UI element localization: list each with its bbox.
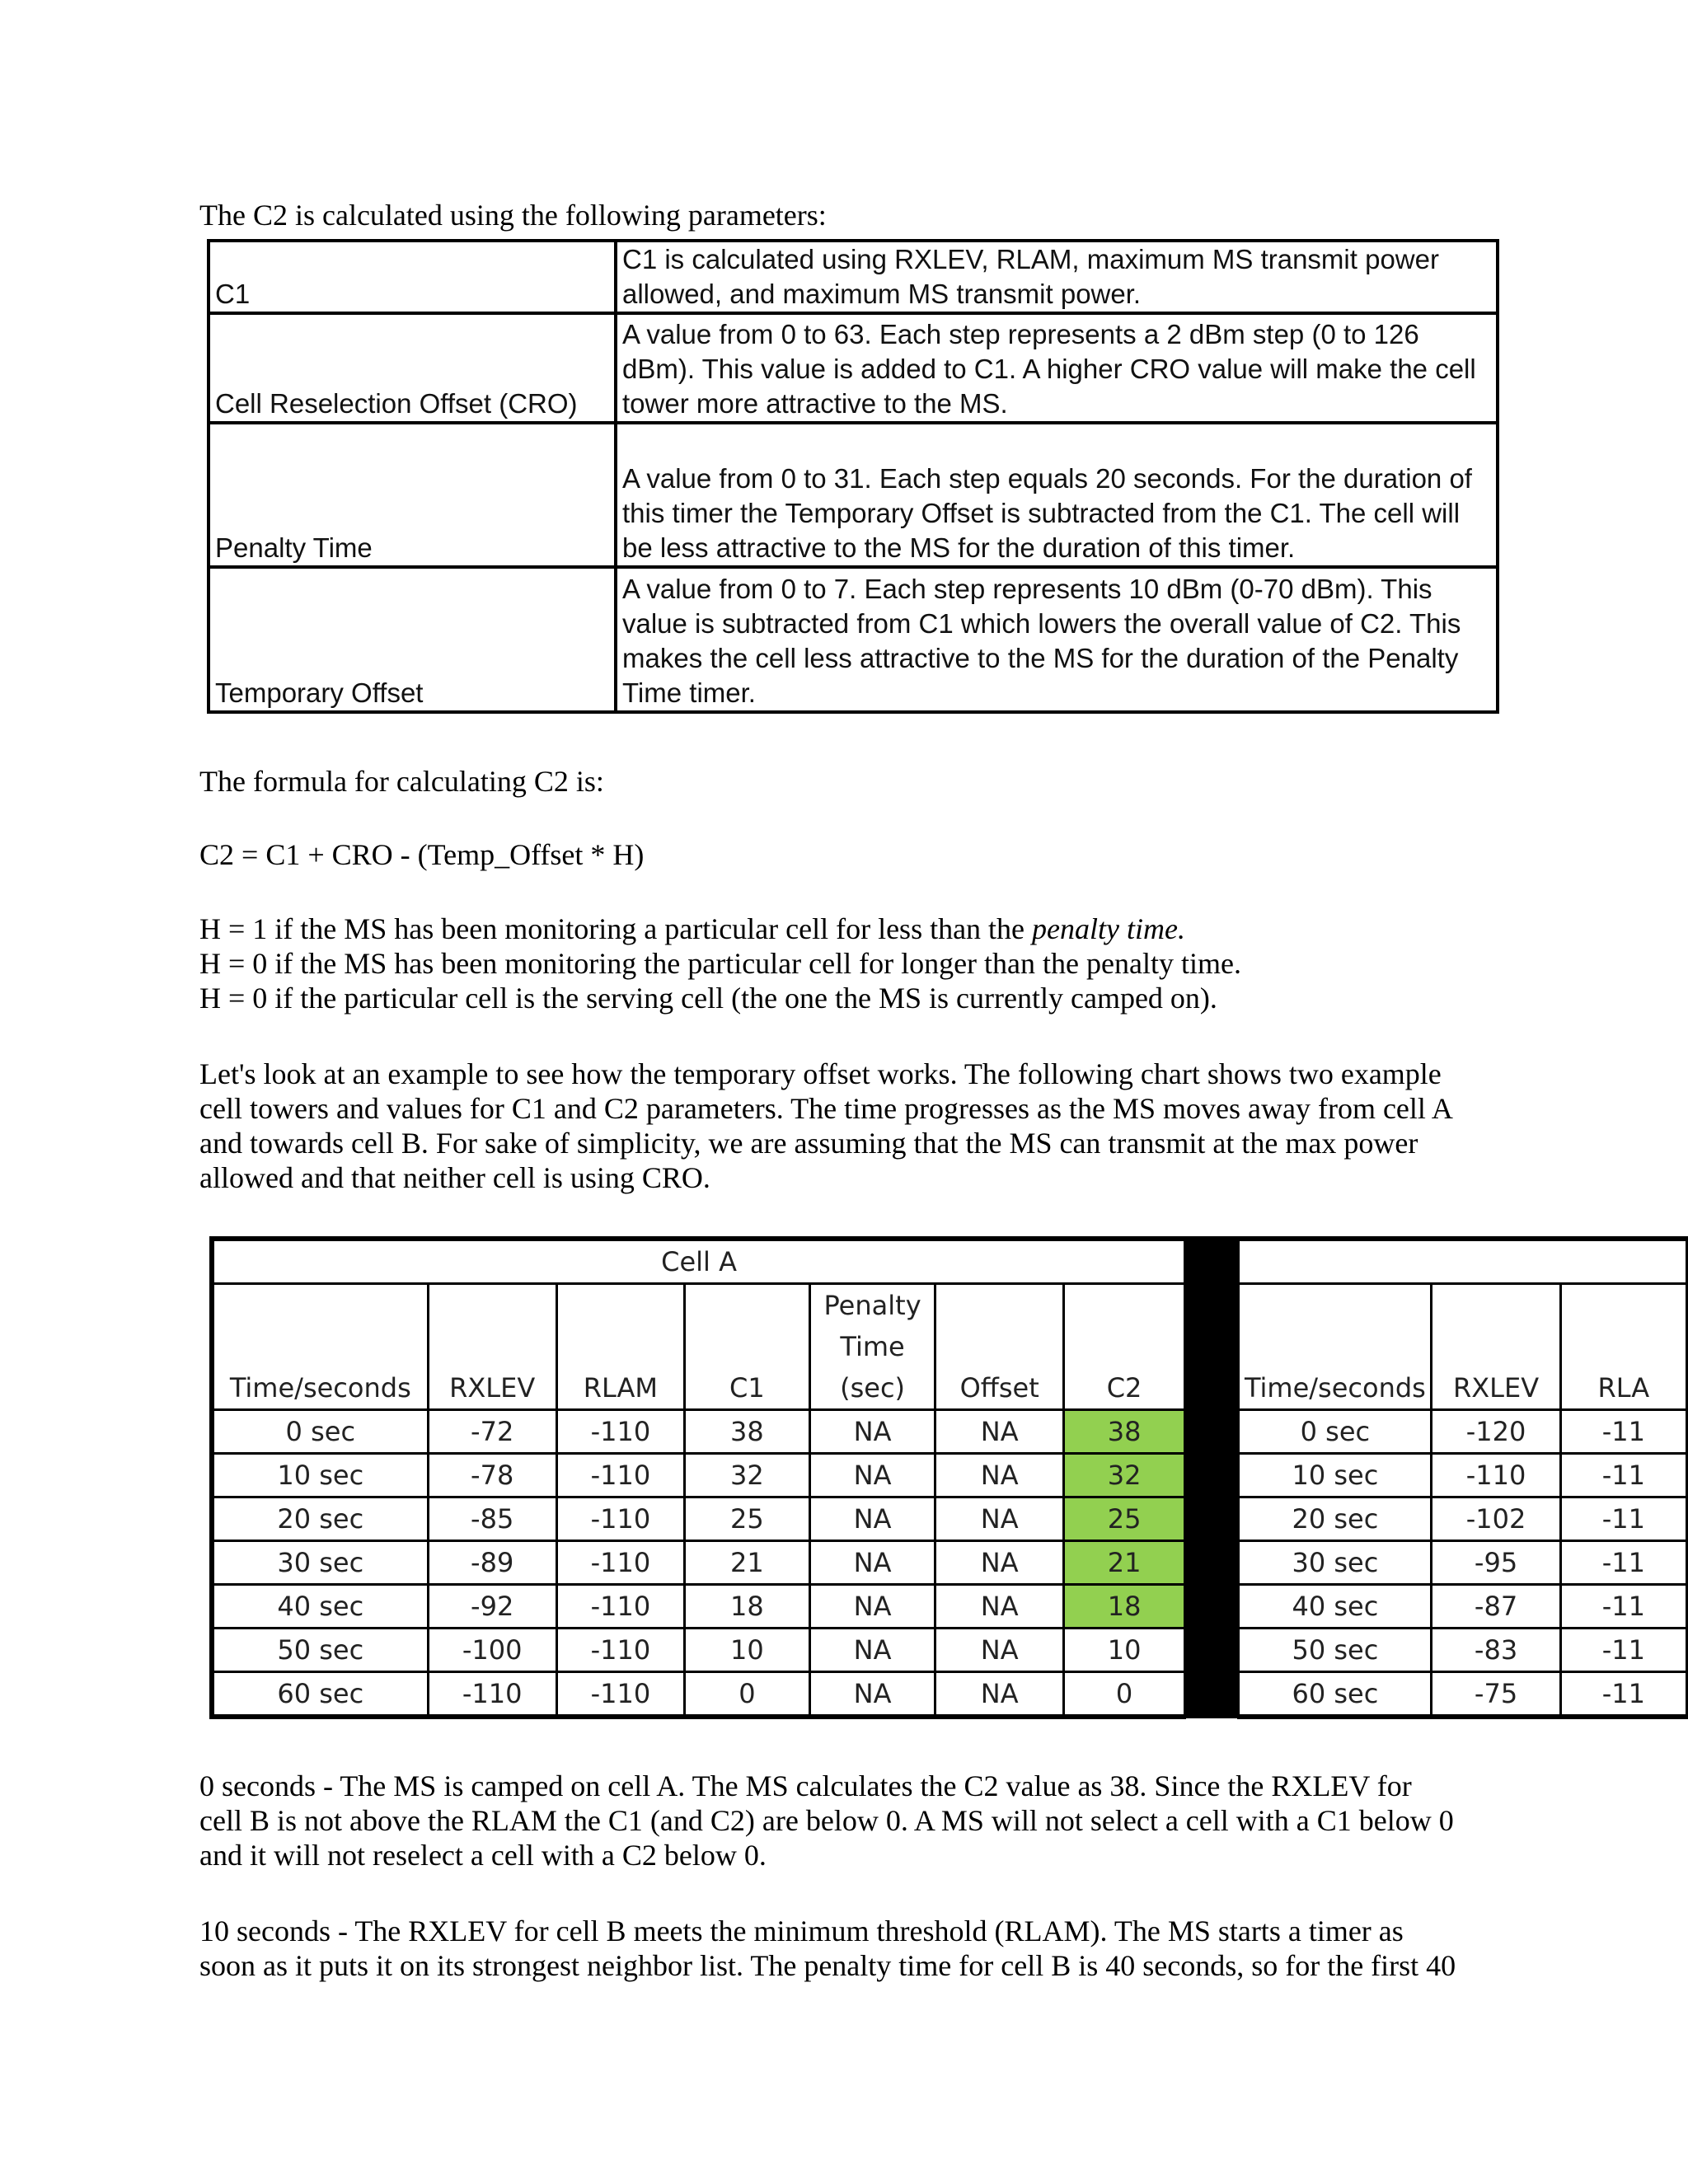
table-cell: NA bbox=[809, 1629, 935, 1672]
param-description: C1 is calculated using RXLEV, RLAM, maximum MS transmit power allowed, and maximum MS transmit power. bbox=[616, 241, 1498, 313]
column-header: Time/seconds bbox=[1239, 1284, 1432, 1410]
table-cell: 32 bbox=[1063, 1454, 1184, 1497]
table-cell: 38 bbox=[1063, 1410, 1184, 1454]
table-cell: NA bbox=[935, 1541, 1064, 1585]
h-rule-1-emphasis: penalty time. bbox=[1032, 912, 1185, 945]
table-cell: -11 bbox=[1560, 1629, 1686, 1672]
para-0s-line: cell B is not above the RLAM the C1 (and C2) are below 0. A MS will not select a cell with a C1 below 0 bbox=[199, 1804, 1454, 1837]
table-cell: -95 bbox=[1432, 1541, 1560, 1585]
column-header: C2 bbox=[1063, 1284, 1184, 1410]
table-cell: NA bbox=[809, 1497, 935, 1541]
table-cell: -110 bbox=[428, 1672, 556, 1718]
example-line: allowed and that neither cell is using CRO. bbox=[199, 1161, 710, 1194]
table-cell: -11 bbox=[1560, 1585, 1686, 1629]
param-row bbox=[209, 567, 1498, 712]
h-rule-2: H = 0 if the MS has been monitoring the particular cell for longer than the penalty time. bbox=[199, 947, 1241, 980]
table-cell: -75 bbox=[1432, 1672, 1560, 1718]
param-row bbox=[209, 423, 1498, 567]
table-cell: -110 bbox=[556, 1454, 684, 1497]
table-row bbox=[212, 1497, 1687, 1541]
para-10s-line: 10 seconds - The RXLEV for cell B meets the minimum threshold (RLAM). The MS starts a timer as bbox=[199, 1915, 1404, 1947]
column-header-line: Penalty bbox=[823, 1290, 921, 1321]
table-cell: 30 sec bbox=[1239, 1541, 1432, 1585]
table-cell: NA bbox=[809, 1454, 935, 1497]
table-cell: 0 bbox=[685, 1672, 810, 1718]
table-cell: NA bbox=[935, 1585, 1064, 1629]
column-header: C1 bbox=[685, 1284, 810, 1410]
table-cell: 20 sec bbox=[1239, 1497, 1432, 1541]
table-cell: 10 bbox=[1063, 1629, 1184, 1672]
table-cell: 0 bbox=[1063, 1672, 1184, 1718]
table-cell: -110 bbox=[556, 1541, 684, 1585]
table-cell: -110 bbox=[556, 1629, 684, 1672]
table-row bbox=[212, 1454, 1687, 1497]
table-cell: NA bbox=[935, 1454, 1064, 1497]
table-cell: -83 bbox=[1432, 1629, 1560, 1672]
table-cell: -89 bbox=[428, 1541, 556, 1585]
table-cell: NA bbox=[935, 1497, 1064, 1541]
param-row bbox=[209, 313, 1498, 423]
table-cell: -87 bbox=[1432, 1585, 1560, 1629]
column-header: RXLEV bbox=[428, 1284, 556, 1410]
intro-text: The C2 is calculated using the following parameters: bbox=[199, 199, 827, 232]
table-cell: 21 bbox=[1063, 1541, 1184, 1585]
table-cell: 40 sec bbox=[212, 1585, 428, 1629]
table-cell: -110 bbox=[1432, 1454, 1560, 1497]
column-header: Time/seconds bbox=[212, 1284, 428, 1410]
table-cell: 40 sec bbox=[1239, 1585, 1432, 1629]
param-description: A value from 0 to 31. Each step equals 20 seconds. For the duration of this timer the Temporary Offset is subtracted from the C1. The cell will be less attractive to the MS for the duration of this timer. bbox=[616, 423, 1498, 567]
param-row bbox=[209, 241, 1498, 313]
param-name: C1 bbox=[209, 241, 616, 313]
param-description: A value from 0 to 7. Each step represents 10 dBm (0-70 dBm). This value is subtracted from C1 which lowers the overall value of C2. This makes the cell less attractive to the MS for the duration of the Penalty Time timer. bbox=[616, 567, 1498, 712]
column-header: Offset bbox=[935, 1284, 1064, 1410]
param-description: A value from 0 to 63. Each step represents a 2 dBm step (0 to 126 dBm). This value is added to C1. A higher CRO value will make the cell tower more attractive to the MS. bbox=[616, 313, 1498, 423]
table-cell: 20 sec bbox=[212, 1497, 428, 1541]
table-cell: 50 sec bbox=[212, 1629, 428, 1672]
param-name: Temporary Offset bbox=[209, 567, 616, 712]
parameters-table bbox=[207, 239, 1499, 714]
table-cell: -72 bbox=[428, 1410, 556, 1454]
table-cell: NA bbox=[809, 1410, 935, 1454]
table-cell: -110 bbox=[556, 1585, 684, 1629]
example-line: Let's look at an example to see how the temporary offset works. The following chart shows two example bbox=[199, 1057, 1442, 1090]
table-cell: NA bbox=[935, 1410, 1064, 1454]
h-rule-1-text: H = 1 if the MS has been monitoring a particular cell for less than the bbox=[199, 912, 1033, 945]
table-cell: 25 bbox=[1063, 1497, 1184, 1541]
table-cell: 0 sec bbox=[212, 1410, 428, 1454]
table-cell: -85 bbox=[428, 1497, 556, 1541]
example-line: cell towers and values for C1 and C2 parameters. The time progresses as the MS moves away from cell A bbox=[199, 1092, 1453, 1125]
table-cell: -110 bbox=[556, 1672, 684, 1718]
cell-a-caption: Cell A bbox=[212, 1239, 1185, 1284]
column-header-line: Time bbox=[840, 1331, 905, 1362]
para-0s-line: 0 seconds - The MS is camped on cell A. The MS calculates the C2 value as 38. Since the RXLEV for bbox=[199, 1769, 1412, 1802]
h-rule-3: H = 0 if the particular cell is the serving cell (the one the MS is currently camped on). bbox=[199, 982, 1217, 1015]
header-row bbox=[212, 1284, 1687, 1410]
example-line: and towards cell B. For sake of simplicity, we are assuming that the MS can transmit at the max power bbox=[199, 1127, 1418, 1160]
column-header: RXLEV bbox=[1432, 1284, 1560, 1410]
table-cell: 18 bbox=[685, 1585, 810, 1629]
column-header: RLAM bbox=[556, 1284, 684, 1410]
table-separator bbox=[1185, 1239, 1239, 1717]
table-cell: -92 bbox=[428, 1585, 556, 1629]
table-cell: 10 sec bbox=[212, 1454, 428, 1497]
table-cell: NA bbox=[809, 1585, 935, 1629]
table-cell: 60 sec bbox=[212, 1672, 428, 1718]
cell-comparison-table-container bbox=[209, 1236, 1688, 1722]
table-cell: 32 bbox=[685, 1454, 810, 1497]
table-cell: 60 sec bbox=[1239, 1672, 1432, 1718]
table-cell: NA bbox=[809, 1672, 935, 1718]
table-cell: -110 bbox=[556, 1497, 684, 1541]
table-row bbox=[212, 1629, 1687, 1672]
table-cell: 10 bbox=[685, 1629, 810, 1672]
table-cell: NA bbox=[935, 1629, 1064, 1672]
table-row bbox=[212, 1410, 1687, 1454]
table-row bbox=[212, 1585, 1687, 1629]
column-header-line: (sec) bbox=[840, 1372, 906, 1404]
table-cell: 21 bbox=[685, 1541, 810, 1585]
para-10s-line: soon as it puts it on its strongest neighbor list. The penalty time for cell B is 40 seconds, so for the first 40 bbox=[199, 1949, 1456, 1982]
table-cell: -110 bbox=[556, 1410, 684, 1454]
table-cell: 38 bbox=[685, 1410, 810, 1454]
para-0s-line: and it will not reselect a cell with a C2 below 0. bbox=[199, 1839, 767, 1872]
table-cell: -102 bbox=[1432, 1497, 1560, 1541]
table-row bbox=[212, 1672, 1687, 1718]
table-cell: 18 bbox=[1063, 1585, 1184, 1629]
table-row bbox=[212, 1541, 1687, 1585]
table-cell: -11 bbox=[1560, 1541, 1686, 1585]
h-rule-1 bbox=[199, 912, 1185, 946]
param-name: Penalty Time bbox=[209, 423, 616, 567]
column-header: RLA bbox=[1560, 1284, 1686, 1410]
table-cell: -11 bbox=[1560, 1672, 1686, 1718]
column-header bbox=[809, 1284, 935, 1410]
table-cell: -11 bbox=[1560, 1410, 1686, 1454]
table-cell: -11 bbox=[1560, 1454, 1686, 1497]
cell-b-caption bbox=[1239, 1239, 1687, 1284]
table-cell: -11 bbox=[1560, 1497, 1686, 1541]
caption-row bbox=[212, 1239, 1687, 1284]
table-cell: 10 sec bbox=[1239, 1454, 1432, 1497]
cell-comparison-table bbox=[209, 1236, 1688, 1719]
table-cell: -120 bbox=[1432, 1410, 1560, 1454]
table-cell: -78 bbox=[428, 1454, 556, 1497]
table-cell: NA bbox=[935, 1672, 1064, 1718]
table-cell: 25 bbox=[685, 1497, 810, 1541]
table-cell: 30 sec bbox=[212, 1541, 428, 1585]
table-cell: 50 sec bbox=[1239, 1629, 1432, 1672]
formula-intro: The formula for calculating C2 is: bbox=[199, 765, 604, 798]
formula: C2 = C1 + CRO - (Temp_Offset * H) bbox=[199, 838, 645, 871]
table-cell: NA bbox=[809, 1541, 935, 1585]
table-cell: 0 sec bbox=[1239, 1410, 1432, 1454]
table-cell: -100 bbox=[428, 1629, 556, 1672]
param-name: Cell Reselection Offset (CRO) bbox=[209, 313, 616, 423]
